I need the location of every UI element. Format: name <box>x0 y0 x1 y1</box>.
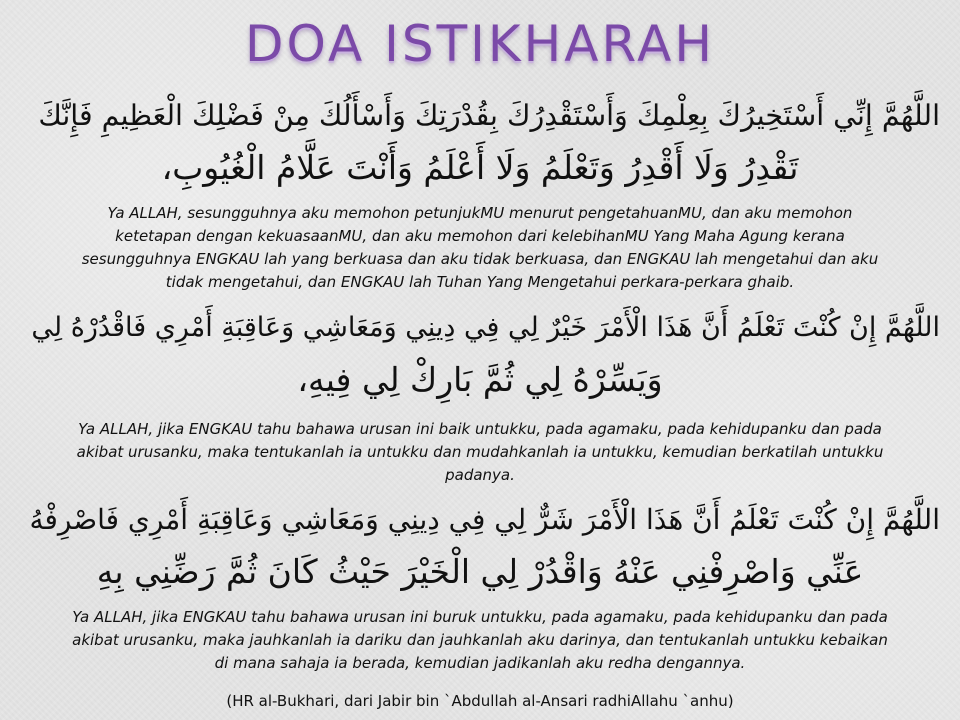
translation-line: sesungguhnya ENGKAU lah yang berkuasa dan aku tidak berkuasa, dan ENGKAU lah mengetahui dan aku <box>81 250 879 268</box>
translation-line: padanya. <box>445 466 515 484</box>
translation-line: Ya ALLAH, jika ENGKAU tahu bahawa urusan ini buruk untukku, pada agamaku, pada kehidupanku dan pada <box>72 608 888 626</box>
translation-line: tidak mengetahui, dan ENGKAU lah Tuhan Yang Mengetahui perkara-perkara ghaib. <box>165 273 795 291</box>
arabic-text-1 <box>20 90 940 194</box>
translation-line: akibat urusanku, maka tentukanlah ia untukku dan mudahkanlah ia untukku, kemudian berkatilah untukku <box>76 443 884 461</box>
arabic-line: وَيَسِّرْهُ لِي ثُمَّ بَارِكْ لِي فِيهِ، <box>297 360 663 399</box>
arabic-line: اللَّهُمَّ إِنْ كُنْتَ تَعْلَمُ أَنَّ هَذَا الْأَمْرَ خَيْرٌ لِي فِي دِينِي وَمَعَاشِي وَعَاقِبَةِ أَمْرِي فَاقْدُرْهُ لِي <box>31 312 940 343</box>
page-title: DOA ISTIKHARAH <box>245 15 715 73</box>
translation-line: di mana sahaja ia berada, kemudian jadikanlah aku redha dengannya. <box>214 654 746 672</box>
arabic-line: تَقْدِرُ وَلَا أَقْدِرُ وَتَعْلَمُ وَلَا أَعْلَمُ وَأَنْتَ عَلَّامُ الْغُيُوبِ، <box>161 148 799 187</box>
translation-2 <box>40 418 920 487</box>
hadith-source: (HR al-Bukhari, dari Jabir bin `Abdullah al-Ansari radhiAllahu `anhu) <box>226 692 734 710</box>
arabic-text-3 <box>20 494 940 598</box>
arabic-line: عَنِّي وَاصْرِفْنِي عَنْهُ وَاقْدُرْ لِي الْخَيْرَ حَيْثُ كَانَ ثُمَّ رَضِّنِي بِهِ <box>96 552 864 591</box>
translation-line: ketetapan dengan kekuasaanMU, dan aku memohon dari kelebihanMU Yang Maha Agung kerana <box>115 227 845 245</box>
arabic-text-2 <box>20 302 940 406</box>
arabic-line: اللَّهُمَّ إِنِّي أَسْتَخِيرُكَ بِعِلْمِكَ وَأَسْتَقْدِرُكَ بِقُدْرَتِكَ وَأَسْأَلُكَ مِنْ فَضْلِكَ الْعَظِيمِ فَإِنَّكَ <box>38 99 940 132</box>
translation-1 <box>40 202 920 294</box>
arabic-line: اللَّهُمَّ إِنْ كُنْتَ تَعْلَمُ أَنَّ هَذَا الْأَمْرَ شَرٌّ لِي فِي دِينِي وَمَعَاشِي وَعَاقِبَةِ أَمْرِي فَاصْرِفْهُ <box>29 503 940 536</box>
translation-line: Ya ALLAH, jika ENGKAU tahu bahawa urusan ini baik untukku, pada agamaku, pada kehidupanku dan pada <box>78 420 882 438</box>
translation-line: Ya ALLAH, sesungguhnya aku memohon petunjukMU menurut pengetahuanMU, dan aku memohon <box>107 204 853 222</box>
translation-line: akibat urusanku, maka jauhkanlah ia dariku dan jauhkanlah aku darinya, dan tentukanlah untukku kebaikan <box>72 631 888 649</box>
translation-3 <box>40 606 920 675</box>
